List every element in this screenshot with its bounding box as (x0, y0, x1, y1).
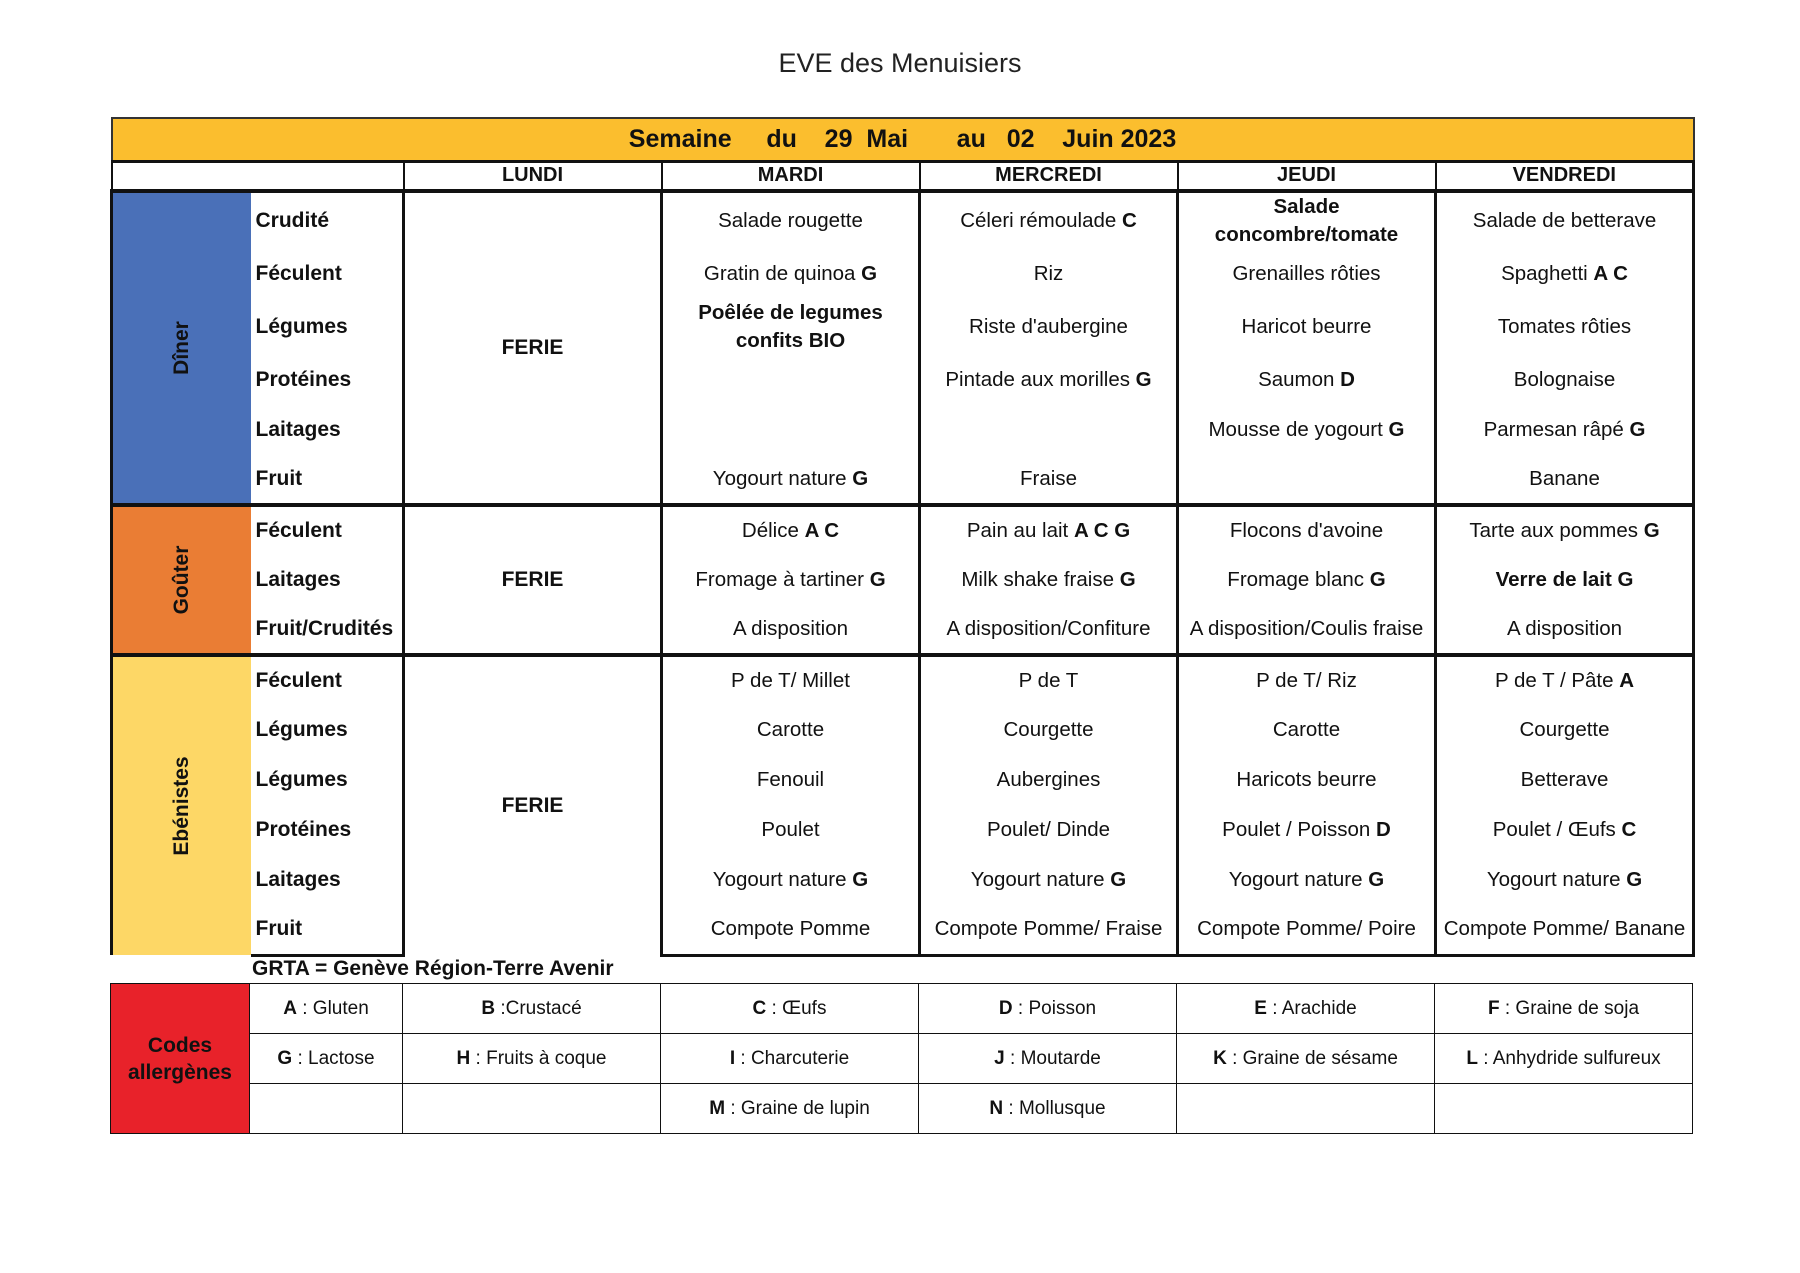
ebenistes-row (112, 855, 1694, 905)
menu-cell-jeudi (1178, 455, 1436, 505)
dish-name: Compote Pomme/ Banane (1443, 917, 1686, 941)
dish-name: Riz (1033, 262, 1064, 285)
category-label: Féculent (251, 249, 404, 299)
menu-cell-mardi (662, 655, 920, 705)
category-label: Laitages (251, 405, 404, 455)
dish-name: Banane (1529, 467, 1600, 490)
allergen-code: G (1388, 418, 1405, 441)
menu-cell-jeudi (1178, 705, 1436, 755)
dish-name: Spaghetti (1501, 262, 1588, 285)
dish-name: Compote Pomme/ Fraise (934, 917, 1163, 941)
lundi-ferie-cell: FERIE (404, 191, 662, 505)
menu-cell-vendredi (1436, 299, 1694, 355)
allergen-code: D (1376, 818, 1391, 841)
allergen-desc: : Arachide (1266, 997, 1357, 1019)
menu-cell-jeudi (1178, 605, 1436, 655)
allergen-desc: : Charcuterie (735, 1047, 850, 1069)
menu-cell-jeudi (1178, 249, 1436, 299)
day-header-lundi: LUNDI (404, 161, 662, 191)
menu-cell-vendredi (1436, 855, 1694, 905)
menu-cell-mercredi (920, 755, 1178, 805)
diner-section-label: Dîner (169, 321, 193, 375)
allergen-code: G (1643, 519, 1660, 542)
dish-name: Carotte (756, 718, 825, 741)
menu-cell-vendredi (1436, 355, 1694, 405)
allergen-cell (250, 1034, 403, 1084)
menu-cell-jeudi (1178, 655, 1436, 705)
dish-name: Grenailles rôties (1232, 262, 1381, 285)
allergen-letter: M (709, 1097, 726, 1119)
menu-cell-mardi (662, 755, 920, 805)
menu-cell-mercredi (920, 405, 1178, 455)
diner-section-band (112, 191, 251, 505)
category-label: Laitages (251, 555, 404, 605)
category-label: Légumes (251, 705, 404, 755)
dish-name: Parmesan râpé (1483, 418, 1624, 441)
diner-row (112, 405, 1694, 455)
menu-cell-mardi (662, 905, 920, 955)
gouter-row (112, 505, 1694, 555)
menu-cell-mardi (662, 705, 920, 755)
allergen-desc: : Mollusque (1003, 1097, 1106, 1119)
dish-name: P de T/ Riz (1256, 669, 1357, 692)
allergen-code: G (869, 568, 886, 591)
dish-name: Délice (741, 519, 799, 542)
dish-name: Courgette (1519, 718, 1610, 741)
menu-cell-jeudi (1178, 805, 1436, 855)
menu-cell-mercredi (920, 655, 1178, 705)
diner-row (112, 191, 1694, 249)
allergen-letter: I (729, 1047, 736, 1069)
allergen-row (111, 984, 1693, 1034)
allergen-cell (1177, 1034, 1435, 1084)
menu-cell-vendredi (1436, 805, 1694, 855)
dish-name: Compote Pomme/ Poire (1197, 917, 1416, 941)
menu-cell-jeudi (1178, 855, 1436, 905)
ebenistes-row (112, 705, 1694, 755)
allergen-desc: : Moutarde (1004, 1047, 1101, 1069)
allergen-code: A C (804, 519, 840, 542)
category-label: Protéines (251, 805, 404, 855)
allergen-cell (1435, 1034, 1693, 1084)
dish-name: Fromage blanc (1227, 568, 1365, 591)
ebenistes-row (112, 655, 1694, 705)
dish-name: Yogourt nature (1486, 868, 1621, 891)
day-header-jeudi: JEUDI (1178, 161, 1436, 191)
allergen-desc: : Gluten (296, 997, 369, 1019)
dish-name: Gratin de quinoa (703, 262, 856, 285)
menu-cell-mardi (662, 505, 920, 555)
dish-name: A disposition/Coulis fraise (1189, 617, 1424, 640)
allergen-cell (661, 1084, 919, 1134)
allergen-cell (1435, 1084, 1693, 1134)
allergen-cell (661, 984, 919, 1034)
allergen-row (111, 1084, 1693, 1134)
dish-name: Poulet (761, 818, 820, 841)
menu-cell-vendredi (1436, 755, 1694, 805)
dish-name: Pintade aux morilles (945, 368, 1130, 391)
dish-name: P de T / Pâte (1494, 669, 1614, 692)
dish-name: P de T/ Millet (731, 669, 850, 692)
allergen-desc: : Anhydride sulfureux (1477, 1047, 1661, 1069)
menu-cell-jeudi (1178, 905, 1436, 955)
category-label: Crudité (251, 191, 404, 249)
allergen-letter: L (1466, 1047, 1478, 1069)
gouter-row (112, 555, 1694, 605)
dish-name: Mousse de yogourt (1208, 418, 1383, 441)
menu-cell-mercredi (920, 805, 1178, 855)
category-label: Fruit (251, 455, 404, 505)
allergen-desc: : Graine de sésame (1226, 1047, 1398, 1069)
menu-cell-mercredi (920, 605, 1178, 655)
menu-cell-vendredi (1436, 555, 1694, 605)
allergen-cell (403, 984, 661, 1034)
category-label: Fruit/Crudités (251, 605, 404, 655)
allergen-letter: D (998, 997, 1013, 1019)
gouter-row (112, 605, 1694, 655)
dish-name: Yogourt nature (1228, 868, 1363, 891)
allergen-desc: : Fruits à coque (470, 1047, 607, 1069)
menu-cell-vendredi (1436, 191, 1694, 249)
allergen-cell (919, 1034, 1177, 1084)
ebenistes-row (112, 805, 1694, 855)
dish-name: Haricots beurre (1236, 768, 1377, 791)
menu-cell-mardi (662, 455, 920, 505)
allergen-cell (403, 1034, 661, 1084)
dish-name: Riste d'aubergine (969, 315, 1128, 338)
dish-name: Yogourt nature (712, 467, 847, 490)
menu-cell-vendredi (1436, 705, 1694, 755)
allergen-desc: : Poisson (1012, 997, 1097, 1019)
menu-cell-vendredi (1436, 505, 1694, 555)
menu-cell-mardi (662, 855, 920, 905)
lundi-ferie-cell: FERIE (404, 505, 662, 655)
day-header-mardi: MARDI (662, 161, 920, 191)
menu-cell-mardi (662, 605, 920, 655)
diner-row (112, 249, 1694, 299)
menu-cell-mercredi (920, 905, 1178, 955)
allergen-code: A C G (1073, 519, 1131, 542)
grta-note: GRTA = Genève Région-Terre Avenir (252, 957, 614, 980)
menu-cell-vendredi (1436, 249, 1694, 299)
menu-cell-jeudi (1178, 299, 1436, 355)
menu-cell-mercredi (920, 555, 1178, 605)
allergen-code: G (852, 467, 869, 490)
allergen-code: A C (1593, 262, 1628, 285)
diner-row (112, 299, 1694, 355)
menu-cell-mercredi (920, 191, 1178, 249)
allergen-letter: C (752, 997, 767, 1019)
gouter-section-label: Goûter (169, 545, 193, 615)
menu-table (110, 117, 1695, 957)
dish-name: Pain au lait (966, 519, 1069, 542)
dish-name: Saumon (1258, 368, 1341, 391)
dish-name: A disposition/Confiture (946, 617, 1151, 640)
allergen-code: G (1369, 568, 1386, 591)
allergen-code: G (861, 262, 878, 285)
dish-name: Salade concombre/tomate (1214, 195, 1399, 246)
menu-cell-mardi (662, 191, 920, 249)
allergen-table (110, 983, 1693, 1134)
allergen-desc: : Œufs (766, 997, 827, 1019)
menu-cell-jeudi (1178, 505, 1436, 555)
dish-name: Flocons d'avoine (1229, 519, 1384, 542)
menu-cell-vendredi (1436, 905, 1694, 955)
ebenistes-section-label: Ebénistes (169, 756, 193, 856)
dish-name: Yogourt nature (712, 868, 847, 891)
allergen-letter: K (1213, 1047, 1227, 1069)
allergen-cell (919, 1084, 1177, 1134)
menu-cell-vendredi (1436, 455, 1694, 505)
dish-name: Fraise (1020, 467, 1077, 490)
dish-name: Céleri rémoulade (960, 209, 1117, 232)
category-label: Fruit (251, 905, 404, 955)
menu-cell-jeudi (1178, 355, 1436, 405)
allergen-code: C (1122, 209, 1137, 232)
allergen-cell (1435, 984, 1693, 1034)
dish-name: Fromage à tartiner (695, 568, 864, 591)
dish-name: Milk shake fraise (961, 568, 1114, 591)
dish-name: Courgette (1003, 718, 1094, 741)
menu-cell-mardi (662, 555, 920, 605)
lundi-ferie-cell: FERIE (404, 655, 662, 955)
menu-cell-vendredi (1436, 605, 1694, 655)
allergen-cell (250, 1084, 403, 1134)
ebenistes-row (112, 905, 1694, 955)
dish-name: Tomates rôties (1497, 315, 1632, 338)
allergen-code: G (1368, 868, 1385, 891)
allergen-desc: : Lactose (292, 1047, 375, 1069)
dish-name: Yogourt nature (970, 868, 1105, 891)
day-header-vendredi: VENDREDI (1436, 161, 1694, 191)
menu-cell-mardi (662, 805, 920, 855)
category-label: Protéines (251, 355, 404, 405)
dish-name: Poulet / Poisson (1222, 818, 1371, 841)
allergen-letter: H (456, 1047, 471, 1069)
page-title: EVE des Menuisiers (778, 48, 1022, 78)
menu-cell-mercredi (920, 505, 1178, 555)
allergen-letter: E (1254, 997, 1267, 1019)
dish-name: Bolognaise (1513, 368, 1616, 391)
dish-name: A disposition (732, 617, 849, 640)
allergen-cell (919, 984, 1177, 1034)
allergen-code: D (1340, 368, 1355, 391)
category-label: Féculent (251, 655, 404, 705)
day-header-mercredi: MERCREDI (920, 161, 1178, 191)
dish-name: Salade rougette (718, 209, 863, 232)
dish-name: Salade de betterave (1472, 209, 1657, 232)
allergen-letter: G (277, 1047, 293, 1069)
category-label: Légumes (251, 299, 404, 355)
menu-cell-mardi (662, 355, 920, 405)
menu-cell-mercredi (920, 355, 1178, 405)
dish-name: Betterave (1520, 768, 1609, 791)
ebenistes-row (112, 755, 1694, 805)
menu-cell-mardi (662, 249, 920, 299)
allergen-cell (1177, 984, 1435, 1034)
dish-name: Poêlée de legumes confits BIO (698, 301, 883, 352)
allergen-cell (403, 1084, 661, 1134)
allergen-cell (661, 1034, 919, 1084)
dish-name: Haricot beurre (1241, 315, 1372, 338)
menu-cell-mercredi (920, 299, 1178, 355)
allergen-letter: B (481, 997, 496, 1019)
allergen-letter: F (1487, 997, 1500, 1019)
allergen-code: G (1135, 368, 1152, 391)
allergen-desc: :Crustacé (495, 997, 582, 1019)
allergen-desc: : Graine de soja (1499, 997, 1640, 1019)
dish-name: P de T (1018, 669, 1079, 692)
diner-row (112, 355, 1694, 405)
category-label: Légumes (251, 755, 404, 805)
allergen-code: C (1621, 818, 1637, 841)
dish-name: Poulet / Œufs (1492, 818, 1616, 841)
allergen-cell (1177, 1084, 1435, 1134)
allergen-row (111, 1034, 1693, 1084)
allergen-codes-label: Codes allergènes (111, 984, 250, 1134)
menu-cell-vendredi (1436, 655, 1694, 705)
menu-cell-mercredi (920, 855, 1178, 905)
menu-cell-jeudi (1178, 555, 1436, 605)
dish-name: Tarte aux pommes (1469, 519, 1644, 542)
allergen-desc: : Graine de lupin (725, 1097, 870, 1119)
menu-cell-jeudi (1178, 755, 1436, 805)
category-label: Laitages (251, 855, 404, 905)
menu-cell-mercredi (920, 455, 1178, 505)
allergen-code: G (1626, 868, 1643, 891)
dish-name: Compote Pomme (710, 917, 871, 941)
dish-name: Fenouil (756, 768, 825, 791)
ebenistes-section-band (112, 655, 251, 955)
menu-cell-jeudi (1178, 405, 1436, 455)
week-banner: Semaine du 29 Mai au 02 Juin 2023 (112, 118, 1694, 161)
allergen-letter: A (283, 997, 297, 1019)
allergen-letter: N (989, 1097, 1004, 1119)
allergen-code: G (1110, 868, 1127, 891)
diner-row (112, 455, 1694, 505)
day-header-row (112, 161, 1694, 191)
menu-cell-jeudi (1178, 191, 1436, 249)
dish-name: Poulet/ Dinde (986, 818, 1111, 841)
allergen-code: G (1629, 418, 1646, 441)
allergen-code: A (1619, 669, 1635, 692)
allergen-letter: J (994, 1047, 1005, 1069)
header-blank (112, 161, 404, 191)
category-label: Féculent (251, 505, 404, 555)
allergen-code: G (852, 868, 869, 891)
allergen-code: G (1119, 568, 1136, 591)
menu-cell-mercredi (920, 705, 1178, 755)
menu-cell-mercredi (920, 249, 1178, 299)
menu-cell-mardi (662, 299, 920, 355)
dish-name: Aubergines (996, 768, 1101, 791)
menu-cell-mardi (662, 405, 920, 455)
allergen-cell (250, 984, 403, 1034)
menu-cell-vendredi (1436, 405, 1694, 455)
gouter-section-band (112, 505, 251, 655)
dish-name: A disposition (1506, 617, 1623, 640)
dish-name: Carotte (1272, 718, 1341, 741)
dish-name: Verre de lait G (1495, 568, 1634, 591)
